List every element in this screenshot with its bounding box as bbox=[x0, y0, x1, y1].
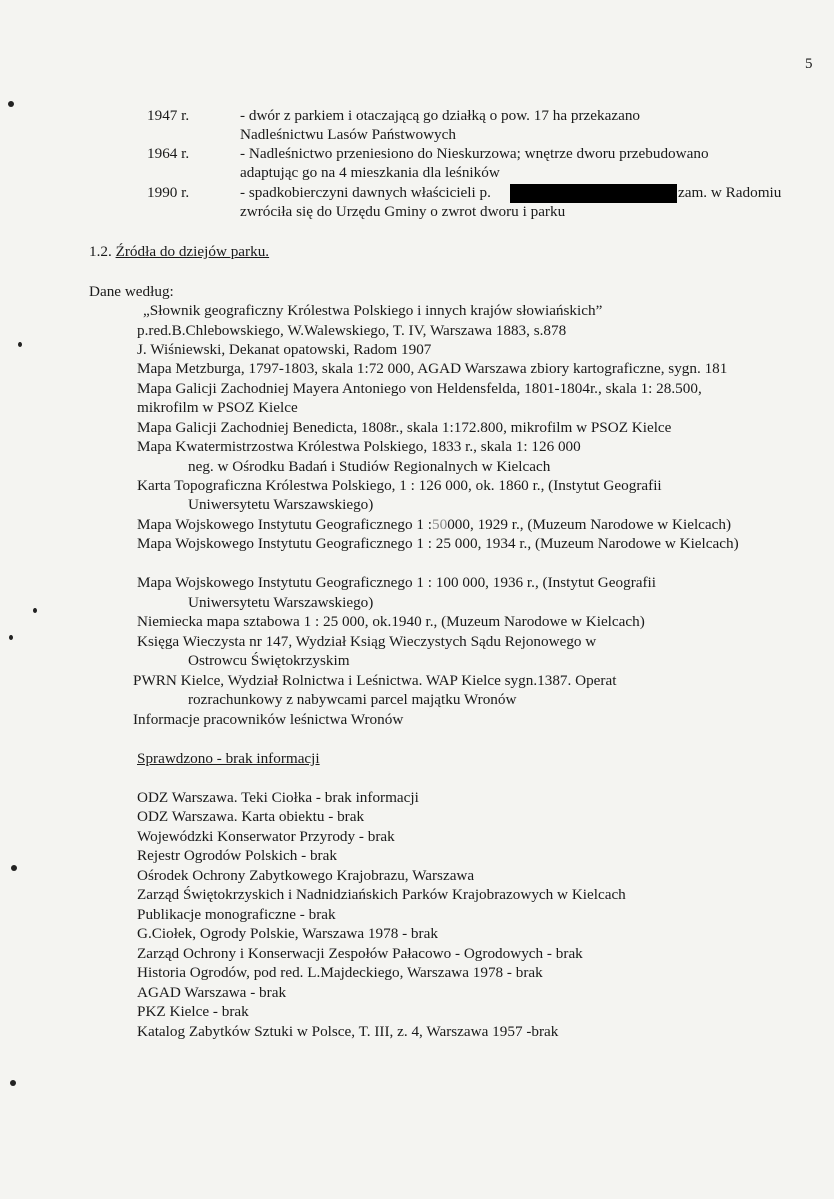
source-line: Mapa Wojskowego Instytutu Geograficznego 1 : 25 000, 1934 r., (Muzeum Narodowe w Kielcach) bbox=[137, 535, 739, 552]
source-line: Niemiecka mapa sztabowa 1 : 25 000, ok.1940 r., (Muzeum Narodowe w Kielcach) bbox=[137, 613, 645, 630]
source-line: Uniwersytetu Warszawskiego) bbox=[188, 594, 374, 611]
section-number: 1.2. bbox=[89, 243, 112, 260]
chronology-year: 1947 r. bbox=[147, 107, 190, 124]
source-line: Mapa Wojskowego Instytutu Geograficznego 1 : 100 000, 1936 r., (Instytut Geografii bbox=[137, 574, 656, 591]
page-number: 5 bbox=[805, 56, 813, 72]
source-line: rozrachunkowy z nabywcami parcel majątku Wronów bbox=[188, 691, 517, 708]
source-line: „Słownik geograficzny Królestwa Polskiego i innych krajów słowiańskich” bbox=[143, 302, 603, 319]
chronology-text: zwróciła się do Urzędu Gminy o zwrot dworu i parku bbox=[240, 203, 566, 220]
source-line: p.red.B.Chlebowskiego, W.Walewskiego, T. IV, Warszawa 1883, s.878 bbox=[137, 322, 567, 339]
redaction-bar bbox=[510, 184, 677, 203]
checked-item: Rejestr Ogrodów Polskich - brak bbox=[137, 847, 337, 864]
checked-item: Katalog Zabytków Sztuki w Polsce, T. III, z. 4, Warszawa 1957 -brak bbox=[137, 1023, 559, 1040]
source-line: Uniwersytetu Warszawskiego) bbox=[188, 496, 374, 513]
checked-item: Zarząd Ochrony i Konserwacji Zespołów Pałacowo - Ogrodowych - brak bbox=[137, 945, 583, 962]
chronology-text: - Nadleśnictwo przeniesiono do Nieskurzowa; wnętrze dworu przebudowano bbox=[240, 145, 709, 162]
checked-item: PKZ Kielce - brak bbox=[137, 1003, 249, 1020]
checked-item: Wojewódzki Konserwator Przyrody - brak bbox=[137, 828, 395, 845]
source-line: mikrofilm w PSOZ Kielce bbox=[137, 399, 298, 416]
checked-item: Zarząd Świętokrzyskich i Nadnidziańskich Parków Krajobrazowych w Kielcach bbox=[137, 886, 626, 903]
source-line: Karta Topograficzna Królestwa Polskiego, 1 : 126 000, ok. 1860 r., (Instytut Geografii bbox=[137, 477, 662, 494]
checked-item: Historia Ogrodów, pod red. L.Majdeckiego, Warszawa 1978 - brak bbox=[137, 964, 543, 981]
section-heading bbox=[89, 243, 269, 261]
source-line: Ostrowcu Świętokrzyskim bbox=[188, 652, 350, 669]
source-line: PWRN Kielce, Wydział Rolnictwa i Leśnictwa. WAP Kielce sygn.1387. Operat bbox=[133, 672, 617, 689]
chronology-text: adaptując go na 4 mieszkania dla leśników bbox=[240, 164, 500, 181]
checked-item: ODZ Warszawa. Karta obiektu - brak bbox=[137, 808, 365, 825]
scan-artifact-mark bbox=[9, 635, 13, 640]
scan-artifact-mark bbox=[11, 865, 17, 871]
checked-item: ODZ Warszawa. Teki Ciołka - brak informacji bbox=[137, 789, 419, 806]
scan-artifact-mark bbox=[10, 1080, 16, 1086]
checked-item: Ośrodek Ochrony Zabytkowego Krajobrazu, Warszawa bbox=[137, 867, 475, 884]
chronology-year: 1990 r. bbox=[147, 184, 190, 201]
source-line: Mapa Metzburga, 1797-1803, skala 1:72 000, AGAD Warszawa zbiory kartograficzne, sygn. 181 bbox=[137, 360, 728, 377]
source-line: Księga Wieczysta nr 147, Wydział Ksiąg Wieczystych Sądu Rejonowego w bbox=[137, 633, 597, 650]
checked-item: AGAD Warszawa - brak bbox=[137, 984, 287, 1001]
source-text-faded: 50 bbox=[432, 516, 448, 533]
source-line bbox=[137, 516, 731, 534]
checked-item: Publikacje monograficzne - brak bbox=[137, 906, 336, 923]
chronology-text: - spadkobierczyni dawnych właścicieli p. bbox=[240, 184, 491, 201]
source-line: neg. w Ośrodku Badań i Studiów Regionalnych w Kielcach bbox=[188, 458, 551, 475]
source-line: Informacje pracowników leśnictwa Wronów bbox=[133, 711, 404, 728]
source-text: 000, 1929 r., (Muzeum Narodowe w Kielcach) bbox=[447, 516, 732, 533]
sources-intro: Dane według: bbox=[89, 283, 174, 300]
scan-artifact-mark bbox=[33, 608, 37, 613]
chronology-text: Nadleśnictwu Lasów Państwowych bbox=[240, 126, 456, 143]
source-line: Mapa Kwatermistrzostwa Królestwa Polskiego, 1833 r., skala 1: 126 000 bbox=[137, 438, 581, 455]
section-title: Źródła do dziejów parku. bbox=[115, 243, 270, 260]
chronology-text: zam. w Radomiu bbox=[678, 184, 782, 201]
chronology-text: - dwór z parkiem i otaczającą go działką o pow. 17 ha przekazano bbox=[240, 107, 641, 124]
scan-artifact-mark bbox=[18, 342, 22, 347]
source-line: J. Wiśniewski, Dekanat opatowski, Radom 1907 bbox=[137, 341, 432, 358]
source-line: Mapa Galicji Zachodniej Benedicta, 1808r., skala 1:172.800, mikrofilm w PSOZ Kielce bbox=[137, 419, 672, 436]
source-line: Mapa Galicji Zachodniej Mayera Antoniego von Heldensfelda, 1801-1804r., skala 1: 28.500, bbox=[137, 380, 702, 397]
scan-artifact-mark bbox=[8, 101, 14, 107]
checked-heading: Sprawdzono - brak informacji bbox=[137, 750, 320, 767]
checked-item: G.Ciołek, Ogrody Polskie, Warszawa 1978 - brak bbox=[137, 925, 438, 942]
chronology-year: 1964 r. bbox=[147, 145, 190, 162]
source-text: Mapa Wojskowego Instytutu Geograficznego 1 : bbox=[137, 516, 433, 533]
